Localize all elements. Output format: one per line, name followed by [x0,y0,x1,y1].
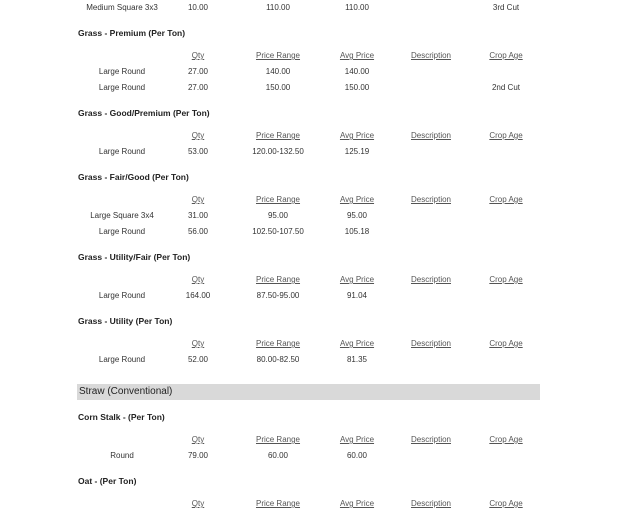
section-heading: Grass - Utility/Fair (Per Ton) [78,252,191,262]
col-header-qty: Qty [191,339,205,348]
row-qty: 27.00 [187,67,209,76]
col-header-avg-price: Avg Price [339,195,375,204]
row-description: Large Round [98,67,146,76]
col-header-avg-price: Avg Price [339,499,375,508]
row-price-range: 140.00 [265,67,291,76]
row-qty: 10.00 [187,3,209,12]
col-header-description: Description [410,499,452,508]
col-header-avg-price: Avg Price [339,131,375,140]
col-header-qty: Qty [191,435,205,444]
row-avg-price: 81.35 [346,355,368,364]
row-description: Large Round [98,83,146,92]
col-header-avg-price: Avg Price [339,51,375,60]
col-header-avg-price: Avg Price [339,339,375,348]
row-avg-price: 140.00 [344,67,370,76]
col-header-price-range: Price Range [255,499,301,508]
row-avg-price: 91.04 [346,291,368,300]
row-description: Large Round [98,147,146,156]
row-avg-price: 110.00 [345,3,369,12]
row-description: Medium Square 3x3 [86,3,158,12]
section-heading: Grass - Utility (Per Ton) [78,316,173,326]
col-header-avg-price: Avg Price [339,435,375,444]
col-header-crop-age: Crop Age [489,131,523,140]
row-qty: 27.00 [187,83,209,92]
row-qty: 164.00 [185,291,211,300]
row-crop-age: 3rd Cut [492,3,520,12]
row-qty: 53.00 [187,147,209,156]
col-header-price-range: Price Range [255,131,301,140]
category-band [77,384,540,400]
col-header-description: Description [410,131,452,140]
col-header-crop-age: Crop Age [489,275,523,284]
row-avg-price: 150.00 [344,83,370,92]
category-band-title: Straw (Conventional) [79,386,173,397]
section-heading: Oat - (Per Ton) [78,476,137,486]
row-price-range: 60.00 [267,451,289,460]
section-heading: Corn Stalk - (Per Ton) [78,412,165,422]
col-header-qty: Qty [191,51,205,60]
col-header-description: Description [410,275,452,284]
row-description: Large Round [98,227,146,236]
col-header-crop-age: Crop Age [489,499,523,508]
col-header-description: Description [410,195,452,204]
row-qty: 31.00 [187,211,209,220]
col-header-qty: Qty [191,131,205,140]
col-header-price-range: Price Range [255,195,301,204]
col-header-avg-price: Avg Price [339,275,375,284]
col-header-crop-age: Crop Age [489,195,523,204]
row-qty: 52.00 [187,355,209,364]
col-header-price-range: Price Range [255,339,301,348]
section-heading: Grass - Premium (Per Ton) [78,28,186,38]
row-price-range: 95.00 [267,211,289,220]
col-header-description: Description [410,51,452,60]
row-qty: 56.00 [187,227,209,236]
row-qty: 79.00 [187,451,209,460]
row-description: Round [110,451,134,460]
col-header-crop-age: Crop Age [489,51,523,60]
row-price-range: 110.00 [266,3,290,12]
row-price-range: 87.50-95.00 [256,291,300,300]
row-description: Large Round [98,355,146,364]
row-price-range: 120.00-132.50 [252,147,304,156]
row-price-range: 80.00-82.50 [256,355,300,364]
col-header-crop-age: Crop Age [489,435,523,444]
col-header-description: Description [410,435,452,444]
row-description: Large Round [98,291,146,300]
col-header-qty: Qty [191,195,205,204]
row-description: Large Square 3x4 [90,211,154,220]
section-heading: Grass - Good/Premium (Per Ton) [78,108,210,118]
col-header-description: Description [410,339,452,348]
col-header-qty: Qty [191,499,205,508]
row-crop-age: 2nd Cut [491,83,521,92]
col-header-price-range: Price Range [255,435,301,444]
row-avg-price: 125.19 [344,147,370,156]
row-avg-price: 95.00 [346,211,368,220]
row-avg-price: 105.18 [344,227,370,236]
col-header-qty: Qty [191,275,205,284]
col-header-price-range: Price Range [255,275,301,284]
col-header-price-range: Price Range [255,51,301,60]
row-price-range: 150.00 [265,83,291,92]
section-heading: Grass - Fair/Good (Per Ton) [78,172,189,182]
row-avg-price: 60.00 [346,451,368,460]
col-header-crop-age: Crop Age [489,339,523,348]
row-price-range: 102.50-107.50 [252,227,304,236]
